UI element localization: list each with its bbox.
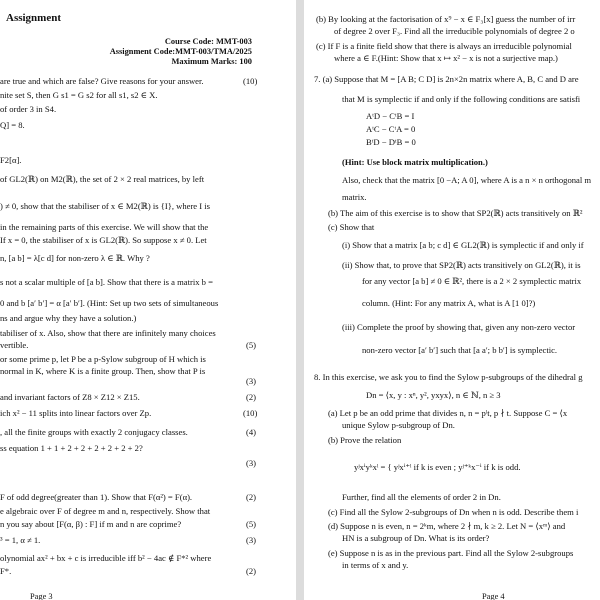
text-line: Q] = 8. <box>0 120 25 130</box>
text-line: ss equation 1 + 1 + 2 + 2 + 2 + 2 + 2 + 2? <box>0 443 143 453</box>
marks: (2) <box>246 392 257 402</box>
text-line: (i) Show that a matrix [a b; c d] ∈ GL2(ℝ) is symplectic if and only if <box>342 240 584 250</box>
page-number: Page 3 <box>30 592 53 600</box>
page-3 <box>0 0 296 600</box>
text-line: non-zero vector [a′ b′] such that [a a′; b b′] is symplectic. <box>362 345 558 355</box>
text-line: in the remaining parts of this exercise. We will show that the <box>0 222 209 232</box>
text-line: 0 and b [a′ b′] = α [a′ b′]. (Hint: Set up two sets of simultaneous <box>0 298 219 308</box>
text-line: (iii) Complete the proof by showing that, given any non-zero vector <box>342 322 576 332</box>
text-line: e algebraic over F of degree m and n, respectively. Show that <box>0 506 211 516</box>
text-line: (c) Show that <box>328 222 375 232</box>
marks: (10) <box>243 408 258 418</box>
text-line: ns and argue why they have a solution.) <box>0 313 137 323</box>
text-line: unique Sylow p-subgroup of Dn. <box>342 420 455 430</box>
text-line: (b) By looking at the factorisation of x⁹ − x ∈ F₃[x] guess the number of irr <box>316 14 576 24</box>
marks: (5) <box>246 340 257 350</box>
text-line: of order 3 in S4. <box>0 104 57 114</box>
marks: (10) <box>243 76 258 86</box>
text-line: F*. <box>0 566 12 576</box>
text-line: (d) Suppose n is even, n = 2ᵏm, where 2 ∤ m, k ≥ 2. Let N = ⟨xᵐ⟩ and <box>328 521 566 531</box>
marks: (3) <box>246 458 257 468</box>
text-line: , all the finite groups with exactly 2 conjugacy classes. <box>0 427 188 437</box>
text-line: (e) Suppose n is as in the previous part. Find all the Sylow 2-subgroups <box>328 548 574 558</box>
text-line: matrix. <box>342 192 367 202</box>
marks: (3) <box>246 535 257 545</box>
marks: (5) <box>246 519 257 529</box>
equation: yʲxⁱyᵏxˡ = { yʲxⁱ⁺ˡ if k is even ; yʲ⁺ᵏx⁻ⁱ if k is odd. <box>354 462 521 472</box>
text-line: HN is a subgroup of Dn. What is its order? <box>342 533 490 543</box>
text-line: n you say about [F(α, β) : F] if m and n are coprime? <box>0 519 182 529</box>
text-line: (ii) Show that, to prove that SP2(ℝ) acts transitively on GL2(ℝ), it is <box>342 260 581 270</box>
text-line: column. (Hint: For any matrix A, what is A [1 0]?) <box>362 298 536 308</box>
text-line: (b) The aim of this exercise is to show that SP2(ℝ) acts transitively on ℝ² <box>328 208 583 218</box>
text-line: where a ∈ F.(Hint: Show that x ↦ x² − x is not a surjective map.) <box>334 53 558 63</box>
text-line: (c) Find all the Sylow 2-subgroups of Dn when n is odd. Describe them i <box>328 507 579 517</box>
equation: Dn = ⟨x, y : xⁿ, y², yxyx⟩, n ∈ ℕ, n ≥ 3 <box>366 390 501 400</box>
page-number: Page 4 <box>482 592 505 600</box>
text-line: that M is symplectic if and only if the following conditions are satisfi <box>342 94 581 104</box>
marks: (2) <box>246 492 257 502</box>
text-line: vertible. <box>0 340 29 350</box>
text-line: nite set S, then G s1 = G s2 for all s1, s2 ∈ X. <box>0 90 158 100</box>
text-line: are true and which are false? Give reasons for your answer. <box>0 76 204 86</box>
text-line: s not a scalar multiple of [a b]. Show that there is a matrix b = <box>0 277 213 287</box>
text-line: ³ = 1, α ≠ 1. <box>0 535 41 545</box>
equation: BᵗD − DᵗB = 0 <box>366 137 416 147</box>
marks: (4) <box>246 427 257 437</box>
assignment-title: Assignment <box>6 12 62 24</box>
text-line: F of odd degree(greater than 1). Show that F(α²) = F(α). <box>0 492 193 502</box>
marks: (2) <box>246 566 257 576</box>
text-line: ich x² − 11 splits into linear factors over Zp. <box>0 408 152 418</box>
text-line: n, [a b] = λ[c d] for non-zero λ ∈ ℝ. Why ? <box>0 253 150 263</box>
text-line: of degree 2 over F₃. Find all the irreducible polynomials of degree 2 o <box>334 26 575 36</box>
text-line: or some prime p, let P be a p-Sylow subgroup of H which is <box>0 354 206 364</box>
text-line: Also, check that the matrix [0 −A; A 0], where A is a n × n orthogonal m <box>342 175 592 185</box>
text-line: (b) Prove the relation <box>328 435 402 445</box>
text-line: of GL2(ℝ) on M2(ℝ), the set of 2 × 2 real matrices, by left <box>0 174 205 184</box>
marks: (3) <box>246 376 257 386</box>
text-line: and invariant factors of Z8 × Z12 × Z15. <box>0 392 140 402</box>
maximum-marks: Maximum Marks: 100 <box>171 57 252 66</box>
hint-text: (Hint: Use block matrix multiplication.) <box>342 157 488 167</box>
text-line: Further, find all the elements of order 2 in Dn. <box>342 492 501 502</box>
text-line: If x = 0, the stabiliser of x is GL2(ℝ). So suppose x ≠ 0. Let <box>0 235 207 245</box>
assignment-code: Assignment Code:MMT-003/TMA/2025 <box>109 47 252 56</box>
text-line: (c) If F is a finite field show that there is always an irreducible polynomial <box>316 41 572 51</box>
text-line: 7. (a) Suppose that M = [A B; C D] is 2n×2n matrix where A, B, C and D are <box>314 74 579 84</box>
course-code: Course Code: MMT-003 <box>164 37 252 46</box>
text-line: normal in K, where K is a finite group. Then, show that P is <box>0 366 206 376</box>
text-line: olynomial ax² + bx + c is irreducible iff b² − 4ac ∉ F*² where <box>0 553 212 563</box>
text-line: 8. In this exercise, we ask you to find the Sylow p-subgroups of the dihedral g <box>314 372 583 382</box>
text-line: tabiliser of x. Also, show that there are infinitely many choices <box>0 328 216 338</box>
text-line: F2[α]. <box>0 155 22 165</box>
text-line: (a) Let p be an odd prime that divides n, n = pˡt, p ∤ t. Suppose C = ⟨x <box>328 408 568 418</box>
page-4 <box>304 0 600 600</box>
equation: AᵗD − CᵗB = I <box>366 111 415 121</box>
equation: AᵗC − CᵗA = 0 <box>366 124 416 134</box>
page-gutter <box>296 0 304 600</box>
text-line: for any vector [a b] ≠ 0 ∈ ℝ², there is a 2 × 2 symplectic matrix <box>362 276 582 286</box>
text-line: in terms of x and y. <box>342 560 409 570</box>
text-line: ) ≠ 0, show that the stabiliser of x ∈ M2(ℝ) is {I}, where I is <box>0 201 211 211</box>
